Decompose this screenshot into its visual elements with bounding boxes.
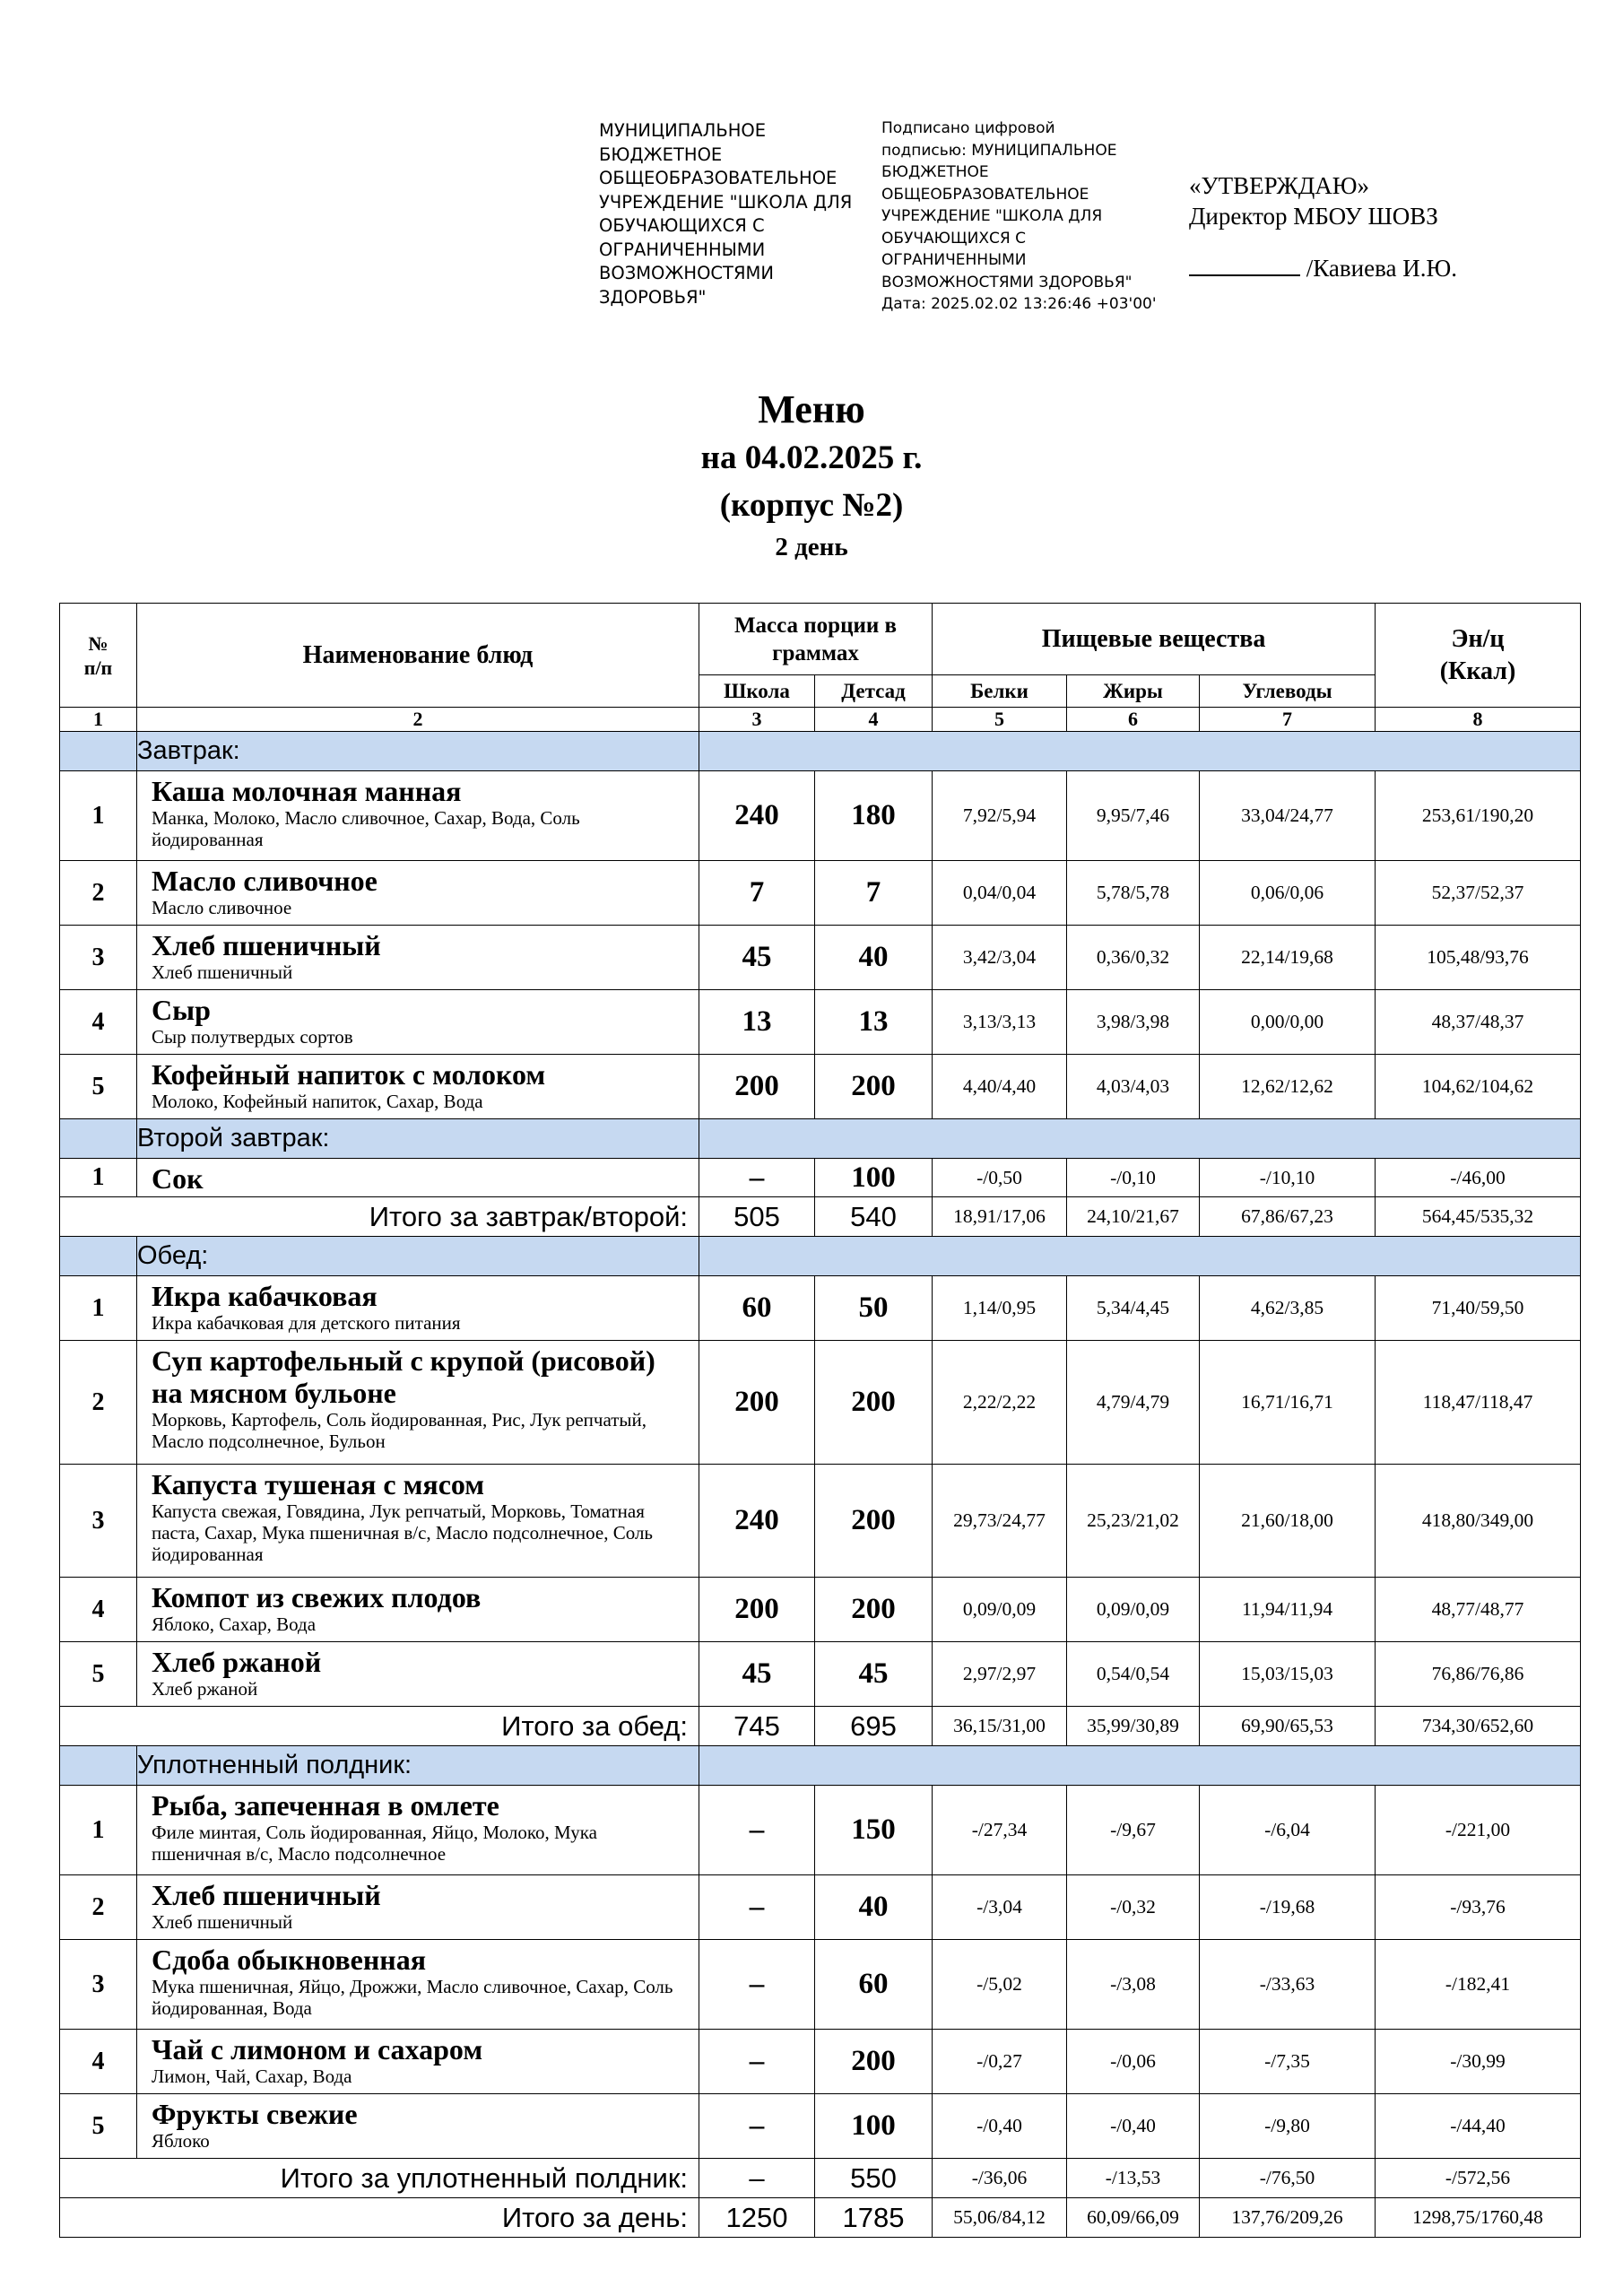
dish-cell [137, 1642, 699, 1707]
fats-value: 4,79/4,79 [1067, 1341, 1200, 1465]
mass-kindergarten: 40 [815, 926, 933, 990]
mass-school: – [699, 2094, 815, 2159]
proteins-value: 2,22/2,22 [933, 1341, 1067, 1465]
total-proteins: 18,91/17,06 [933, 1197, 1067, 1237]
mass-kindergarten: 45 [815, 1642, 933, 1707]
total-proteins: -/36,06 [933, 2159, 1067, 2198]
total-school: – [699, 2159, 815, 2198]
mass-kindergarten: 200 [815, 2030, 933, 2094]
dish-cell [137, 2030, 699, 2094]
mass-school: 200 [699, 1578, 815, 1642]
energy-value: -/182,41 [1376, 1940, 1581, 2030]
dish-index: 4 [60, 1578, 137, 1642]
organization-name: МУНИЦИПАЛЬНОЕ БЮДЖЕТНОЕ ОБЩЕОБРАЗОВАТЕЛЬНОЕ УЧРЕЖДЕНИЕ "ШКОЛА ДЛЯ ОБУЧАЮЩИХСЯ С ОГРАНИЧЕННЫМИ ВОЗМОЖНОСТЯМИ ЗДОРОВЬЯ" [599, 120, 853, 308]
carbs-value: 15,03/15,03 [1200, 1642, 1376, 1707]
section-spacer [60, 1746, 137, 1786]
dish-name: Хлеб ржаной [152, 1646, 322, 1678]
fats-value: -/0,06 [1067, 2030, 1200, 2094]
menu-title-block [0, 386, 1623, 565]
fats-value: 3,98/3,98 [1067, 990, 1200, 1055]
dish-row [60, 926, 1581, 990]
dish-index: 3 [60, 1465, 137, 1578]
fats-value: 5,78/5,78 [1067, 861, 1200, 926]
section-spacer [699, 1119, 1581, 1159]
dish-name: Чай с лимоном и сахаром [152, 2033, 483, 2066]
total-kindergarten: 1785 [815, 2198, 933, 2238]
proteins-value: 3,13/3,13 [933, 990, 1067, 1055]
section-spacer [60, 1119, 137, 1159]
total-energy: 1298,75/1760,48 [1376, 2198, 1581, 2238]
carbs-value: 12,62/12,62 [1200, 1055, 1376, 1119]
fats-value: -/9,67 [1067, 1786, 1200, 1875]
column-number: 4 [815, 708, 933, 732]
dish-ingredients: Сыр полутвердых сортов [152, 1026, 353, 1048]
mass-kindergarten: 13 [815, 990, 933, 1055]
header-carbs: Углеводы [1200, 675, 1376, 708]
energy-value: -/46,00 [1376, 1159, 1581, 1197]
proteins-value: 4,40/4,40 [933, 1055, 1067, 1119]
dish-ingredients: Молоко, Кофейный напиток, Сахар, Вода [152, 1091, 483, 1112]
dish-row [60, 1055, 1581, 1119]
mass-school: 45 [699, 926, 815, 990]
energy-value: 48,77/48,77 [1376, 1578, 1581, 1642]
total-fats: -/13,53 [1067, 2159, 1200, 2198]
proteins-value: -/3,04 [933, 1875, 1067, 1940]
dish-cell [137, 926, 699, 990]
section-label: Второй завтрак: [137, 1119, 699, 1159]
dish-name: Икра кабачковая [152, 1280, 378, 1312]
dish-name: Хлеб пшеничный [152, 1879, 381, 1911]
section-row [60, 1746, 1581, 1786]
carbs-value: 16,71/16,71 [1200, 1341, 1376, 1465]
energy-value: -/30,99 [1376, 2030, 1581, 2094]
section-row [60, 1119, 1581, 1159]
total-row [60, 2159, 1581, 2198]
dish-name: Кофейный напиток с молоком [152, 1058, 546, 1091]
dish-cell [137, 1875, 699, 1940]
header-dish-name: Наименование блюд [137, 604, 699, 708]
mass-school: 45 [699, 1642, 815, 1707]
director-name: /Кавиева И.Ю. [1300, 255, 1457, 282]
mass-school: 60 [699, 1276, 815, 1341]
carbs-value: -/7,35 [1200, 2030, 1376, 2094]
mass-school: – [699, 2030, 815, 2094]
mass-school: – [699, 1786, 815, 1875]
proteins-value: 2,97/2,97 [933, 1642, 1067, 1707]
dish-index: 4 [60, 990, 137, 1055]
dish-ingredients: Мука пшеничная, Яйцо, Дрожжи, Масло сливочное, Сахар, Соль йодированная, Вода [152, 1976, 673, 2019]
carbs-value: 0,00/0,00 [1200, 990, 1376, 1055]
dish-cell [137, 1786, 699, 1875]
header-number: № п/п [60, 604, 137, 708]
total-school: 505 [699, 1197, 815, 1237]
dish-name: Суп картофельный с крупой (рисовой) на мясном бульоне [152, 1344, 655, 1409]
total-proteins: 55,06/84,12 [933, 2198, 1067, 2238]
total-fats: 35,99/30,89 [1067, 1707, 1200, 1746]
dish-index: 2 [60, 861, 137, 926]
mass-kindergarten: 60 [815, 1940, 933, 2030]
mass-school: – [699, 1940, 815, 2030]
total-label: Итого за обед: [60, 1707, 699, 1746]
section-row [60, 732, 1581, 771]
fats-value: -/3,08 [1067, 1940, 1200, 2030]
dish-name: Компот из свежих плодов [152, 1581, 482, 1613]
dish-index: 1 [60, 771, 137, 861]
dish-cell [137, 1578, 699, 1642]
dish-row [60, 1578, 1581, 1642]
column-number: 7 [1200, 708, 1376, 732]
signature-underline [1189, 258, 1300, 276]
approval-block [1189, 170, 1485, 283]
section-spacer [60, 732, 137, 771]
mass-school: – [699, 1875, 815, 1940]
dish-cell [137, 771, 699, 861]
proteins-value: -/0,27 [933, 2030, 1067, 2094]
dish-ingredients: Яблоко, Сахар, Вода [152, 1613, 317, 1635]
fats-value: 0,09/0,09 [1067, 1578, 1200, 1642]
carbs-value: -/6,04 [1200, 1786, 1376, 1875]
column-number: 1 [60, 708, 137, 732]
proteins-value: 7,92/5,94 [933, 771, 1067, 861]
column-numbers-row [60, 708, 1581, 732]
header-fats: Жиры [1067, 675, 1200, 708]
building-label: (корпус №2) [719, 487, 904, 524]
mass-school: 200 [699, 1341, 815, 1465]
total-carbs: 67,86/67,23 [1200, 1197, 1376, 1237]
dish-cell [137, 1276, 699, 1341]
total-label: Итого за день: [60, 2198, 699, 2238]
dish-row [60, 1276, 1581, 1341]
section-spacer [699, 1746, 1581, 1786]
director-title: Директор МБОУ ШОВЗ [1189, 203, 1438, 230]
section-spacer [699, 732, 1581, 771]
section-label: Обед: [137, 1237, 699, 1276]
total-proteins: 36,15/31,00 [933, 1707, 1067, 1746]
energy-value: 48,37/48,37 [1376, 990, 1581, 1055]
dish-cell [137, 1940, 699, 2030]
carbs-value: -/10,10 [1200, 1159, 1376, 1197]
energy-value: 76,86/76,86 [1376, 1642, 1581, 1707]
dish-index: 5 [60, 2094, 137, 2159]
dish-ingredients: Лимон, Чай, Сахар, Вода [152, 2066, 352, 2087]
fats-value: 5,34/4,45 [1067, 1276, 1200, 1341]
dish-ingredients: Хлеб ржаной [152, 1678, 258, 1700]
mass-kindergarten: 150 [815, 1786, 933, 1875]
mass-school: 240 [699, 771, 815, 861]
page-title: Меню [758, 387, 865, 431]
menu-date: на 04.02.2025 г. [700, 439, 923, 476]
mass-kindergarten: 100 [815, 1159, 933, 1197]
header-proteins: Белки [933, 675, 1067, 708]
signature-line [1189, 253, 1485, 283]
section-spacer [699, 1237, 1581, 1276]
dish-ingredients: Морковь, Картофель, Соль йодированная, Рис, Лук репчатый, Масло подсолнечное, Бульон [152, 1409, 647, 1452]
energy-value: 104,62/104,62 [1376, 1055, 1581, 1119]
carbs-value: 22,14/19,68 [1200, 926, 1376, 990]
energy-value: 418,80/349,00 [1376, 1465, 1581, 1578]
dish-row [60, 1786, 1581, 1875]
digital-signature-stamp: Подписано цифровой подписью: МУНИЦИПАЛЬНОЕ БЮДЖЕТНОЕ ОБЩЕОБРАЗОВАТЕЛЬНОЕ УЧРЕЖДЕНИЕ "ШКОЛА ДЛЯ ОБУЧАЮЩИХСЯ С ОГРАНИЧЕННЫМИ ВОЗМОЖНОСТЯМИ ЗДОРОВЬЯ" Дата: 2025.02.02 13:26:46 +03'00' [881, 119, 1157, 313]
header-kindergarten: Детсад [815, 675, 933, 708]
proteins-value: 0,04/0,04 [933, 861, 1067, 926]
carbs-value: 33,04/24,77 [1200, 771, 1376, 861]
section-label: Завтрак: [137, 732, 699, 771]
mass-school: – [699, 1159, 815, 1197]
mass-kindergarten: 100 [815, 2094, 933, 2159]
mass-kindergarten: 200 [815, 1055, 933, 1119]
mass-kindergarten: 50 [815, 1276, 933, 1341]
dish-row [60, 2094, 1581, 2159]
mass-school: 240 [699, 1465, 815, 1578]
total-carbs: -/76,50 [1200, 2159, 1376, 2198]
fats-value: -/0,10 [1067, 1159, 1200, 1197]
mass-kindergarten: 200 [815, 1578, 933, 1642]
total-label: Итого за завтрак/второй: [60, 1197, 699, 1237]
dish-index: 1 [60, 1159, 137, 1197]
fats-value: 0,36/0,32 [1067, 926, 1200, 990]
dish-index: 2 [60, 1341, 137, 1465]
dish-ingredients: Хлеб пшеничный [152, 1911, 293, 1933]
header-portion-mass: Масса порции в граммах [699, 604, 933, 675]
proteins-value: 3,42/3,04 [933, 926, 1067, 990]
column-number: 8 [1376, 708, 1581, 732]
total-school: 745 [699, 1707, 815, 1746]
total-fats: 60,09/66,09 [1067, 2198, 1200, 2238]
dish-name: Сок [152, 1162, 204, 1195]
menu-table [59, 603, 1581, 2238]
dish-name: Сдоба обыкновенная [152, 1944, 427, 1976]
total-carbs: 69,90/65,53 [1200, 1707, 1376, 1746]
dish-row [60, 1465, 1581, 1578]
energy-value: 71,40/59,50 [1376, 1276, 1581, 1341]
proteins-value: 1,14/0,95 [933, 1276, 1067, 1341]
fats-value: 9,95/7,46 [1067, 771, 1200, 861]
dish-index: 1 [60, 1276, 137, 1341]
header-energy: Эн/ц (Ккал) [1376, 604, 1581, 708]
carbs-value: 4,62/3,85 [1200, 1276, 1376, 1341]
dish-index: 2 [60, 1875, 137, 1940]
dish-index: 5 [60, 1055, 137, 1119]
table-header [60, 604, 1581, 732]
dish-index: 1 [60, 1786, 137, 1875]
proteins-value: 0,09/0,09 [933, 1578, 1067, 1642]
total-school: 1250 [699, 2198, 815, 2238]
column-number: 5 [933, 708, 1067, 732]
carbs-value: -/9,80 [1200, 2094, 1376, 2159]
total-kindergarten: 695 [815, 1707, 933, 1746]
dish-cell [137, 990, 699, 1055]
dish-cell [137, 1465, 699, 1578]
fats-value: -/0,32 [1067, 1875, 1200, 1940]
proteins-value: -/27,34 [933, 1786, 1067, 1875]
mass-kindergarten: 40 [815, 1875, 933, 1940]
proteins-value: -/0,50 [933, 1159, 1067, 1197]
dish-index: 3 [60, 926, 137, 990]
dish-row [60, 990, 1581, 1055]
dish-row [60, 2030, 1581, 2094]
dish-ingredients: Масло сливочное [152, 897, 292, 918]
dish-ingredients: Капуста свежая, Говядина, Лук репчатый, Морковь, Томатная паста, Сахар, Мука пшеничная в/с, Масло подсолнечное, Соль йодированная [152, 1500, 654, 1565]
dish-row [60, 1159, 1581, 1197]
column-number: 2 [137, 708, 699, 732]
dish-row [60, 1875, 1581, 1940]
fats-value: 25,23/21,02 [1067, 1465, 1200, 1578]
dish-ingredients: Филе минтая, Соль йодированная, Яйцо, Молоко, Мука пшеничная в/с, Масло подсолнечное [152, 1822, 597, 1865]
carbs-value: 21,60/18,00 [1200, 1465, 1376, 1578]
energy-value: -/44,40 [1376, 2094, 1581, 2159]
dish-ingredients: Икра кабачковая для детского питания [152, 1312, 461, 1334]
dish-cell [137, 2094, 699, 2159]
approve-heading: «УТВЕРЖДАЮ» [1189, 172, 1370, 199]
dish-index: 5 [60, 1642, 137, 1707]
dish-row [60, 1940, 1581, 2030]
total-label: Итого за уплотненный полдник: [60, 2159, 699, 2198]
total-energy: 734,30/652,60 [1376, 1707, 1581, 1746]
dish-name: Капуста тушеная с мясом [152, 1468, 485, 1500]
fats-value: 4,03/4,03 [1067, 1055, 1200, 1119]
energy-value: 52,37/52,37 [1376, 861, 1581, 926]
carbs-value: -/19,68 [1200, 1875, 1376, 1940]
mass-school: 13 [699, 990, 815, 1055]
energy-value: 118,47/118,47 [1376, 1341, 1581, 1465]
energy-value: 105,48/93,76 [1376, 926, 1581, 990]
column-number: 6 [1067, 708, 1200, 732]
dish-row [60, 771, 1581, 861]
table-body [60, 732, 1581, 2238]
mass-school: 200 [699, 1055, 815, 1119]
section-row [60, 1237, 1581, 1276]
fats-value: -/0,40 [1067, 2094, 1200, 2159]
dish-index: 3 [60, 1940, 137, 2030]
total-fats: 24,10/21,67 [1067, 1197, 1200, 1237]
dish-cell [137, 1341, 699, 1465]
dish-name: Фрукты свежие [152, 2098, 358, 2130]
carbs-value: 11,94/11,94 [1200, 1578, 1376, 1642]
dish-ingredients: Хлеб пшеничный [152, 961, 293, 983]
section-label: Уплотненный полдник: [137, 1746, 699, 1786]
mass-kindergarten: 200 [815, 1465, 933, 1578]
dish-cell [137, 1055, 699, 1119]
dish-name: Рыба, запеченная в омлете [152, 1789, 499, 1822]
dish-index: 4 [60, 2030, 137, 2094]
mass-school: 7 [699, 861, 815, 926]
dish-name: Хлеб пшеничный [152, 929, 381, 961]
total-energy: -/572,56 [1376, 2159, 1581, 2198]
proteins-value: 29,73/24,77 [933, 1465, 1067, 1578]
proteins-value: -/5,02 [933, 1940, 1067, 2030]
day-label: 2 день [775, 533, 848, 561]
total-row [60, 1707, 1581, 1746]
fats-value: 0,54/0,54 [1067, 1642, 1200, 1707]
dish-ingredients: Яблоко [152, 2130, 210, 2152]
mass-kindergarten: 7 [815, 861, 933, 926]
total-carbs: 137,76/209,26 [1200, 2198, 1376, 2238]
header-nutrients: Пищевые вещества [933, 604, 1376, 675]
dish-ingredients: Манка, Молоко, Масло сливочное, Сахар, Вода, Соль йодированная [152, 807, 580, 850]
carbs-value: 0,06/0,06 [1200, 861, 1376, 926]
column-number: 3 [699, 708, 815, 732]
proteins-value: -/0,40 [933, 2094, 1067, 2159]
energy-value: 253,61/190,20 [1376, 771, 1581, 861]
dish-row [60, 861, 1581, 926]
section-spacer [60, 1237, 137, 1276]
carbs-value: -/33,63 [1200, 1940, 1376, 2030]
dish-row [60, 1642, 1581, 1707]
dish-cell [137, 861, 699, 926]
dish-name: Каша молочная манная [152, 775, 462, 807]
header-school: Школа [699, 675, 815, 708]
dish-name: Масло сливочное [152, 865, 378, 897]
energy-value: -/93,76 [1376, 1875, 1581, 1940]
mass-kindergarten: 200 [815, 1341, 933, 1465]
energy-value: -/221,00 [1376, 1786, 1581, 1875]
dish-cell [137, 1159, 699, 1197]
total-kindergarten: 540 [815, 1197, 933, 1237]
mass-kindergarten: 180 [815, 771, 933, 861]
dish-name: Сыр [152, 994, 211, 1026]
total-kindergarten: 550 [815, 2159, 933, 2198]
total-row [60, 1197, 1581, 1237]
dish-row [60, 1341, 1581, 1465]
total-energy: 564,45/535,32 [1376, 1197, 1581, 1237]
total-row [60, 2198, 1581, 2238]
